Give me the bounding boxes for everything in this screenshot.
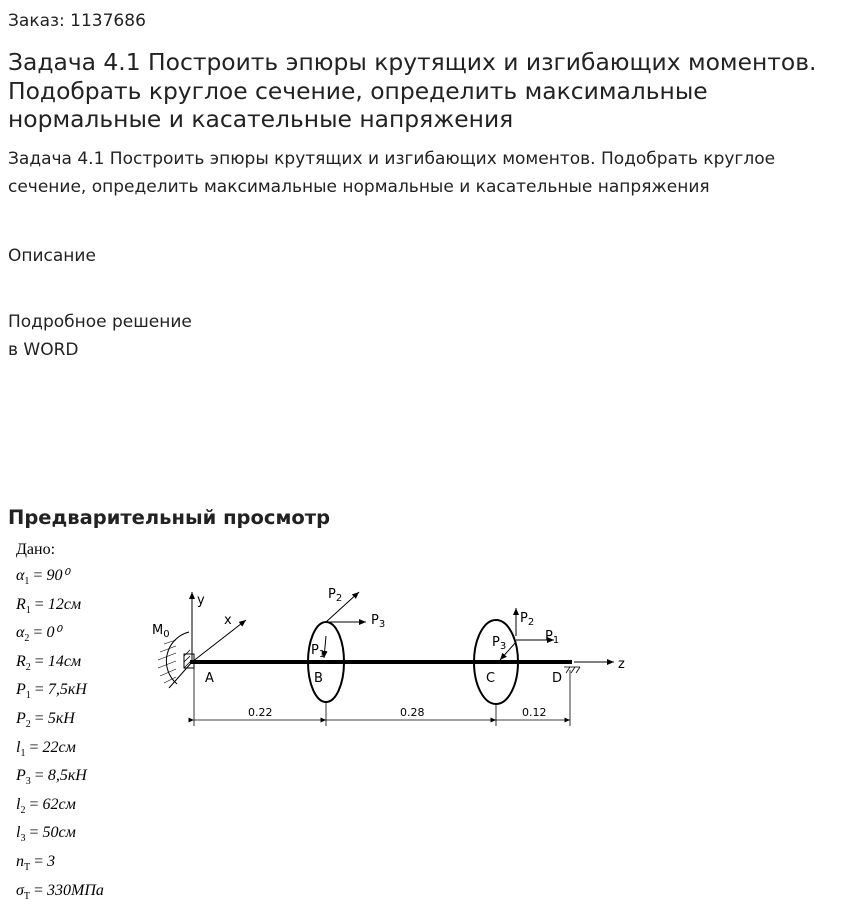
equals-sign: = [34,652,44,670]
given-symbol: P [16,681,26,699]
given-value: 7,5кН [47,681,87,699]
given-symbol: l [16,795,21,813]
given-value: 22см [42,738,76,756]
given-symbol: n [16,852,24,870]
given-subscript: 2 [24,633,30,645]
dimension-1: 0.22 [248,706,273,719]
given-symbol: l [16,738,21,756]
given-value: 330МПа [47,881,104,899]
equals-sign: = [29,738,39,756]
force-p2-b-label: $P_2$ [328,587,343,604]
force-p1-b-label: $P_1$ [311,643,326,660]
given-symbol: α [16,624,25,642]
axis-z-label: z [618,657,625,672]
given-subscript: 3 [20,833,26,845]
given-value: 12см [47,595,82,613]
given-title: Дано: [16,541,56,558]
given-value: 62см [42,795,76,813]
given-symbol: l [16,824,21,842]
equals-sign: = [34,767,44,785]
given-symbol: P [16,709,26,727]
given-subscript: T [23,890,30,902]
given-value: 14см [47,652,82,670]
equals-sign: = [34,852,44,870]
point-b-label: B [314,671,323,686]
given-value: 8,5кН [47,767,87,785]
axis-x [192,620,246,662]
given-subscript: 2 [25,718,31,730]
equals-sign: = [33,624,43,642]
axis-x-label: x [224,613,232,628]
given-value: 0⁰ [46,624,61,642]
given-subscript: 1 [25,690,31,702]
equals-sign: = [34,709,44,727]
force-p3-b-label: $P_3$ [371,613,386,630]
equals-sign: = [33,567,43,584]
description-heading: Описание [8,246,96,266]
given-symbol: P [16,767,26,785]
task-title: Задача 4.1 Построить эпюры крутящих и изгибающих моментов. Подобрать круглое сечение, определить максимальные нормальные и касательные напряжения [8,48,817,133]
point-d-label: D [552,671,563,686]
given-value: 50см [42,824,76,842]
force-p3-c-label: $P_3$ [492,635,507,652]
dimension-3: 0.12 [522,706,547,719]
solution-line-2: в WORD [8,340,79,360]
shaft-scheme [14,536,844,908]
given-value: 3 [47,852,56,870]
given-symbol: R [16,595,26,613]
given-subscript: 1 [24,576,30,587]
point-a-label: A [205,671,214,686]
equals-sign: = [34,681,44,699]
equals-sign: = [34,881,44,899]
given-subscript: T [24,861,31,873]
given-subscript: 2 [25,661,31,673]
given-symbol: α [16,567,25,584]
axis-y-label: y [197,593,205,608]
equals-sign: = [29,824,39,842]
given-symbol: R [16,652,26,670]
support-d [564,667,580,673]
preview-image [14,536,844,908]
given-subscript: 3 [25,776,31,788]
given-symbol: σ [16,881,24,899]
equals-sign: = [29,795,39,813]
equals-sign: = [34,595,44,613]
given-subscript: 1 [20,747,26,759]
given-value: 90⁰ [46,567,69,584]
point-c-label: C [486,671,496,686]
task-description: Задача 4.1 Построить эпюры крутящих и изгибающих моментов. Подобрать круглое сечение, определить максимальные нормальные и касательные напряжения [8,149,776,197]
solution-info [8,308,192,364]
order-number: Заказ: 1137686 [8,11,146,31]
force-p1-c-label: $P_1$ [545,629,560,646]
dimension-2: 0.28 [400,706,425,719]
given-subscript: 2 [20,804,26,816]
given-subscript: 1 [25,604,31,616]
preview-heading: Предварительный просмотр [8,506,331,529]
given-value: 5кН [47,709,75,727]
moment-label: $M_0$ [152,623,170,640]
force-p2-c-label: $P_2$ [520,611,535,628]
solution-line-1: Подробное решение [8,312,192,332]
